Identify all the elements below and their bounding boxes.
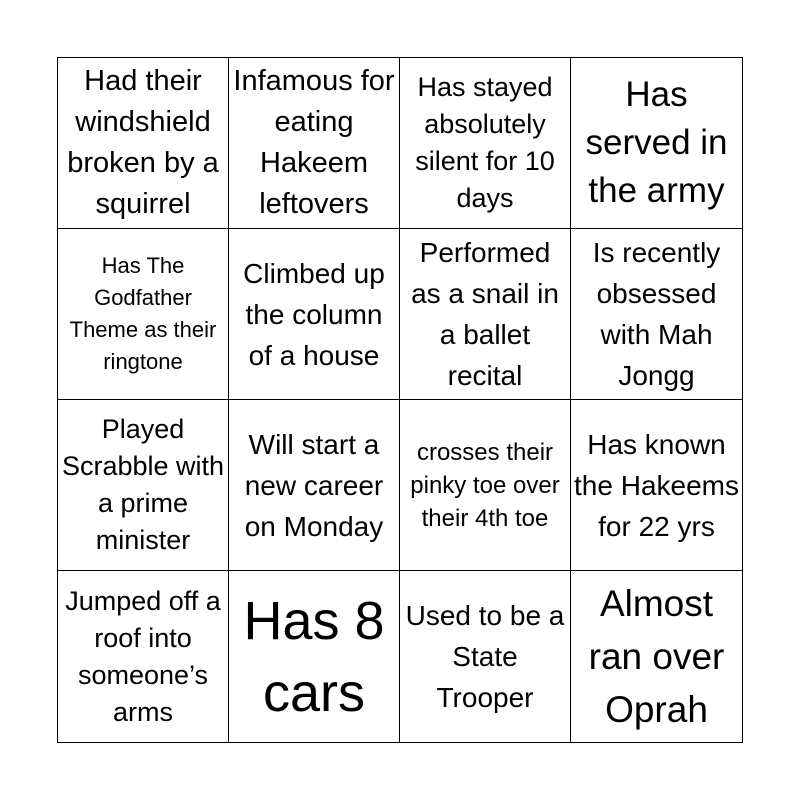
bingo-cell-text: crosses their pinky toe over their 4th toe (410, 438, 560, 532)
bingo-cell[interactable] (229, 58, 400, 229)
bingo-cell[interactable] (400, 571, 571, 742)
bingo-cell[interactable] (571, 571, 742, 742)
bingo-cell-text: Has stayed absolutely silent for 10 days (415, 72, 555, 213)
bingo-cell[interactable] (571, 229, 742, 400)
bingo-cell[interactable] (229, 571, 400, 742)
bingo-cell[interactable] (58, 400, 229, 571)
bingo-cell-text: Is recently obsessed with Mah Jongg (592, 237, 721, 391)
bingo-cell-text: Almost ran over Oprah (588, 583, 725, 730)
bingo-cell-text: Has served in the army (585, 75, 728, 210)
bingo-cell-text: Performed as a snail in a ballet recital (411, 237, 559, 391)
bingo-cell[interactable] (400, 58, 571, 229)
bingo-cell-text: Will start a new career on Monday (244, 428, 384, 542)
bingo-cell[interactable] (58, 571, 229, 742)
bingo-cell-text: Played Scrabble with a prime minister (61, 414, 225, 555)
bingo-cell-text: Has The Godfather Theme as their ringtone (69, 253, 217, 374)
bingo-cell[interactable] (400, 400, 571, 571)
bingo-cell[interactable] (58, 58, 229, 229)
bingo-board (57, 57, 743, 743)
bingo-cell-text: Used to be a State Trooper (405, 600, 565, 713)
bingo-cell[interactable] (571, 58, 742, 229)
bingo-cell[interactable] (229, 229, 400, 400)
bingo-cell[interactable] (400, 229, 571, 400)
bingo-cell-text: Jumped off a roof into someone’s arms (65, 585, 221, 727)
bingo-cell-text: Climbed up the column of a house (243, 257, 385, 371)
bingo-cell[interactable] (58, 229, 229, 400)
bingo-cell-text: Had their windshield broken by a squirrel (67, 65, 219, 220)
bingo-cell-text: Has 8 cars (243, 590, 385, 723)
bingo-cell[interactable] (229, 400, 400, 571)
bingo-cell[interactable] (571, 400, 742, 571)
bingo-cell-text: Infamous for eating Hakeem leftovers (233, 65, 395, 220)
bingo-cell-text: Has known the Hakeems for 22 yrs (574, 428, 739, 542)
